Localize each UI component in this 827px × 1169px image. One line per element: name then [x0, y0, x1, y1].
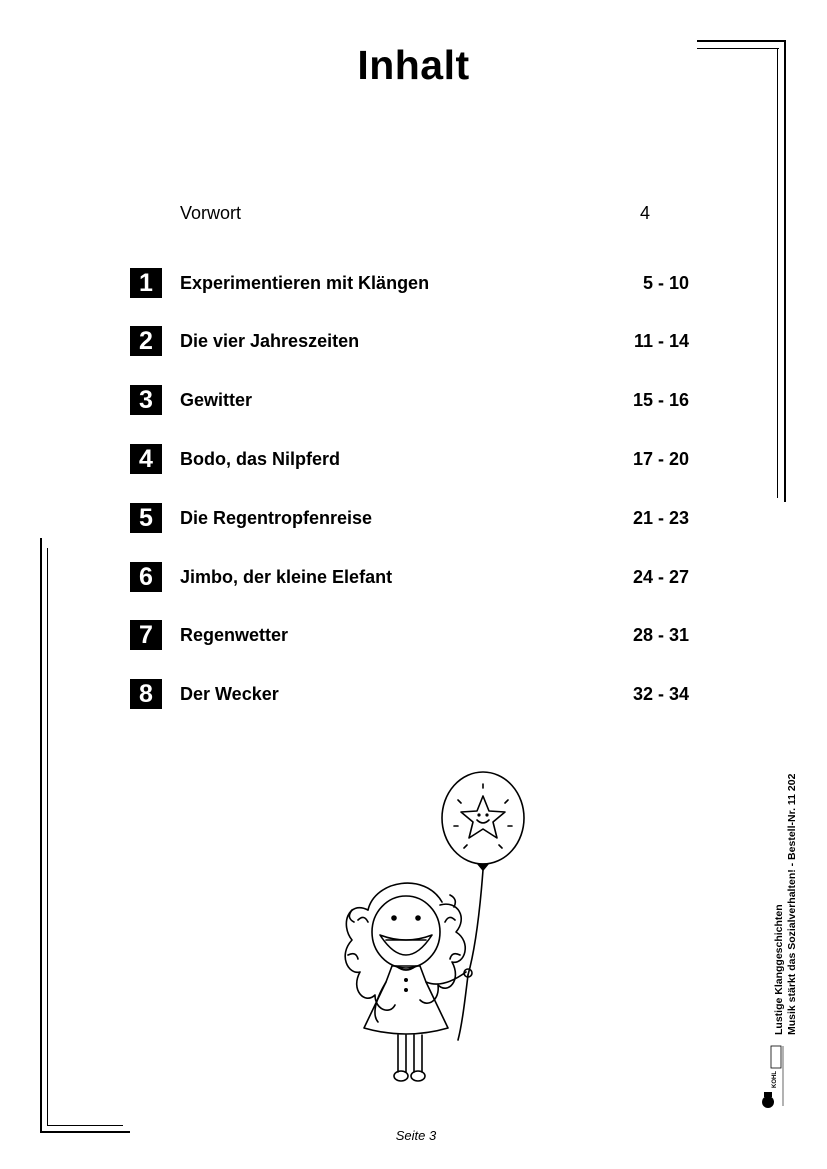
chapter-title: Regenwetter: [180, 625, 289, 645]
chapter-pages: 11 - 14: [633, 331, 689, 351]
toc-entry[interactable]: [130, 679, 710, 709]
chapter-pages: 32 - 34: [632, 684, 689, 704]
toc-entry[interactable]: [130, 444, 710, 474]
chapter-title: Der Wecker: [180, 684, 279, 704]
chapter-pages: 5 - 10: [642, 273, 689, 293]
frame-right-outer: [784, 40, 786, 502]
chapter-title: Jimbo, der kleine Elefant: [180, 567, 393, 587]
chapter-number-badge: 1: [130, 268, 162, 298]
chapter-title: Bodo, das Nilpferd: [180, 449, 341, 469]
frame-bottom-inner: [47, 1125, 123, 1126]
publisher-name: KOHL: [772, 1071, 778, 1088]
chapter-number-badge: 5: [130, 503, 162, 533]
page-number: Seite 3: [395, 1128, 437, 1143]
page-title: Inhalt: [357, 42, 470, 88]
chapter-number-badge: 2: [130, 326, 162, 356]
chapter-number-badge: 7: [130, 620, 162, 650]
sidebar-book-info: [773, 774, 799, 1035]
chapter-title: Gewitter: [180, 390, 253, 410]
girl-with-balloon-illustration: [330, 760, 540, 1090]
toc-entry[interactable]: [130, 562, 710, 592]
chapter-number-badge: 4: [130, 444, 162, 474]
chapter-pages: 28 - 31: [632, 625, 689, 645]
toc-entry[interactable]: [130, 620, 710, 650]
foreword-label: Vorwort: [180, 203, 242, 223]
toc-entry[interactable]: [130, 268, 710, 298]
toc-entry[interactable]: [130, 385, 710, 415]
chapter-title: Experimentieren mit Klängen: [180, 273, 430, 293]
chapter-number-badge: 3: [130, 385, 162, 415]
chapter-pages: 21 - 23: [632, 508, 689, 528]
publisher-logo: [758, 1042, 788, 1110]
chapter-pages: 24 - 27: [632, 567, 689, 587]
frame-right-inner: [777, 48, 778, 498]
chapter-number-badge: 6: [130, 562, 162, 592]
sidebar-book-subtitle: Musik stärkt das Sozialverhalten! - Bestell-Nr. 11 202: [786, 773, 798, 1035]
chapter-title: Die vier Jahreszeiten: [180, 331, 360, 351]
chapter-number-badge: 8: [130, 679, 162, 709]
toc-entry[interactable]: [130, 503, 710, 533]
frame-left-outer: [40, 538, 42, 1133]
chapter-title: Die Regentropfenreise: [180, 508, 373, 528]
chapter-pages: 17 - 20: [632, 449, 689, 469]
foreword-page: 4: [640, 203, 651, 223]
sidebar-book-title: Lustige Klanggeschichten: [773, 904, 785, 1035]
toc-entry[interactable]: [130, 326, 710, 356]
frame-left-inner: [47, 548, 48, 1126]
chapter-pages: 15 - 16: [632, 390, 689, 410]
